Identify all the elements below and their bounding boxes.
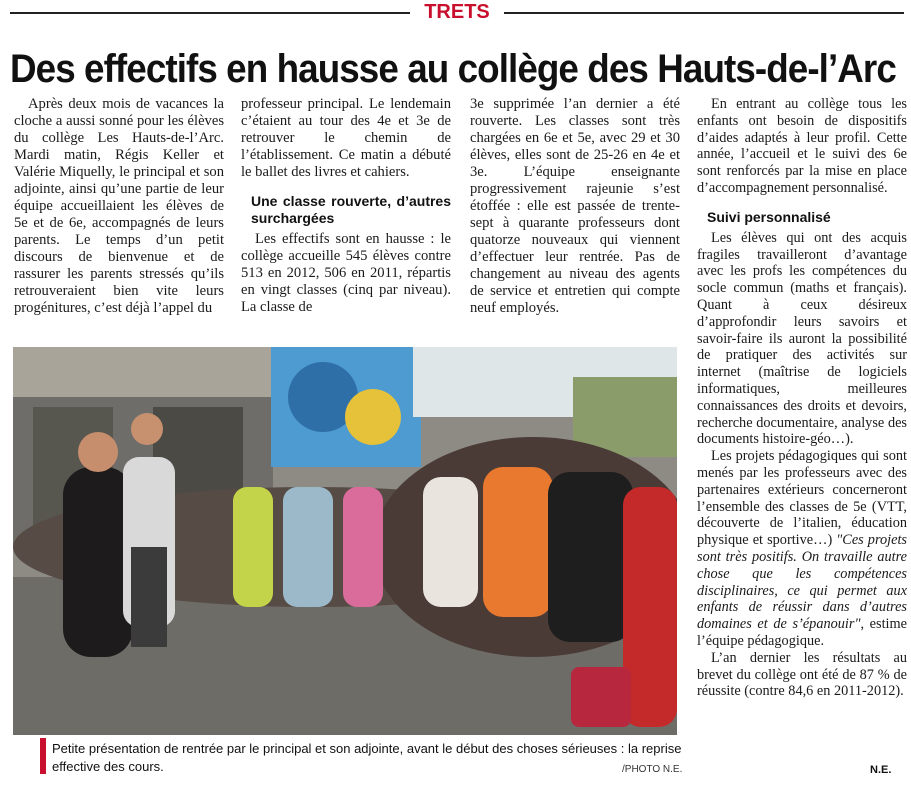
col4-paragraph-1: En entrant au collège tous les enfants ont besoin de dispositifs d’aides adaptés à leur profil. Cette année, l’accueil et le suivi des 6e sont renforcés par la mise en place d’accompagnement personnalisé. — [697, 96, 907, 196]
col2-paragraph-1: professeur principal. Le lendemain c’étaient au tour des 4e et 3e de retrouver le chemin de l’établissement. Ce matin a débuté le ballet des livres et cahiers. — [241, 96, 451, 180]
kicker-rule-left — [10, 12, 410, 14]
caption-accent-bar — [40, 738, 46, 774]
photo-credit: /PHOTO N.E. — [622, 764, 683, 775]
col1-paragraph-1: Après deux mois de vacances la cloche a aussi sonné pour les élèves du collège Les Hauts-de-l’Arc. Mardi matin, Régis Keller et Valérie Miquelly, le principal et son adjointe, ainsi qu’une partie de leur équipe accueillaient les élèves de 5e et de 6e, accompagnés de leurs parents. Le temps d’un petit discours de bienvenue et de rassurer les parents stressés qu’ils retrouveraient bien vite leurs progénitures, c’est déjà l’appel du — [14, 96, 224, 316]
col2-paragraph-2: Les effectifs sont en hausse : le collège accueille 545 élèves contre 513 en 2012, 506 en 2011, répartis en vingt classes (cinq par niveau). La classe de — [241, 231, 451, 315]
author-signature: N.E. — [870, 764, 892, 776]
article-photo — [13, 347, 677, 735]
column-2 — [241, 96, 451, 316]
col4-paragraph-3-text: Les projets pédagogiques qui sont menés par les professeurs avec des partenaires extérieurs concerneront l’ensemble des classes de 5e (VTT, découverte de l’italien, éducation physique et sportive…) — [697, 448, 907, 549]
col2-subheading: Une classe rouverte, d’autres surchargées — [251, 193, 451, 226]
pedagogic-quote: "Ces projets sont très positifs. On travaille autre chose que les compétences disciplinaires, ce qui permet aux enfants de réussir dans d’autres domaines et de s’épanouir" — [697, 532, 907, 633]
col4-subheading: Suivi personnalisé — [707, 208, 831, 225]
section-kicker: TRETS — [412, 0, 502, 22]
column-3 — [470, 96, 680, 317]
headline: Des effectifs en hausse au collège des Hauts-de-l’Arc — [10, 47, 896, 91]
photo-illustration — [13, 347, 677, 735]
col4-paragraph-2: Les élèves qui ont des acquis fragiles travailleront d’avantage avec les profs les compétences du socle commun (maths et français). Quant à ceux désireux d’approfondir leurs savoirs et savoir-faire ils auront la possibilité de pratiquer des activités sur internet (maîtrise de logiciels informatiques, meilleures connaissances des droits et devoirs, recherche documentaire, analyse des documents histoire-géo…). — [697, 229, 907, 448]
column-1 — [14, 96, 224, 317]
photo-caption: Petite présentation de rentrée par le principal et son adjointe, avant le début des choses sérieuses : la reprise effective des cours. — [52, 741, 682, 774]
col4-paragraph-4: L’an dernier les résultats au brevet du collège ont été de 87 % de réussite (contre 84,6 en 2011-2012). — [697, 649, 907, 700]
kicker-rule-right — [504, 12, 904, 14]
col4-paragraph-3-end: , estime l’équipe pédagogique. — [697, 616, 907, 649]
column-4 — [697, 96, 907, 700]
col3-paragraph-1: 3e supprimée l’an dernier a été rouverte. Les classes sont très chargées en 6e et 5e, avec 29 et 30 élèves, elles sont de 25-26 en 4e et 3e. L’équipe enseignante progressivement rajeunie s’est étoffée : elle est passée de trente-sept à quarante professeurs dont quatorze nouveaux qui viennent d’effectuer leur rentrée. Pas de changement au niveau des agents de service et entretien qui compte neuf employés. — [470, 96, 680, 316]
col4-paragraph-3 — [697, 448, 907, 650]
